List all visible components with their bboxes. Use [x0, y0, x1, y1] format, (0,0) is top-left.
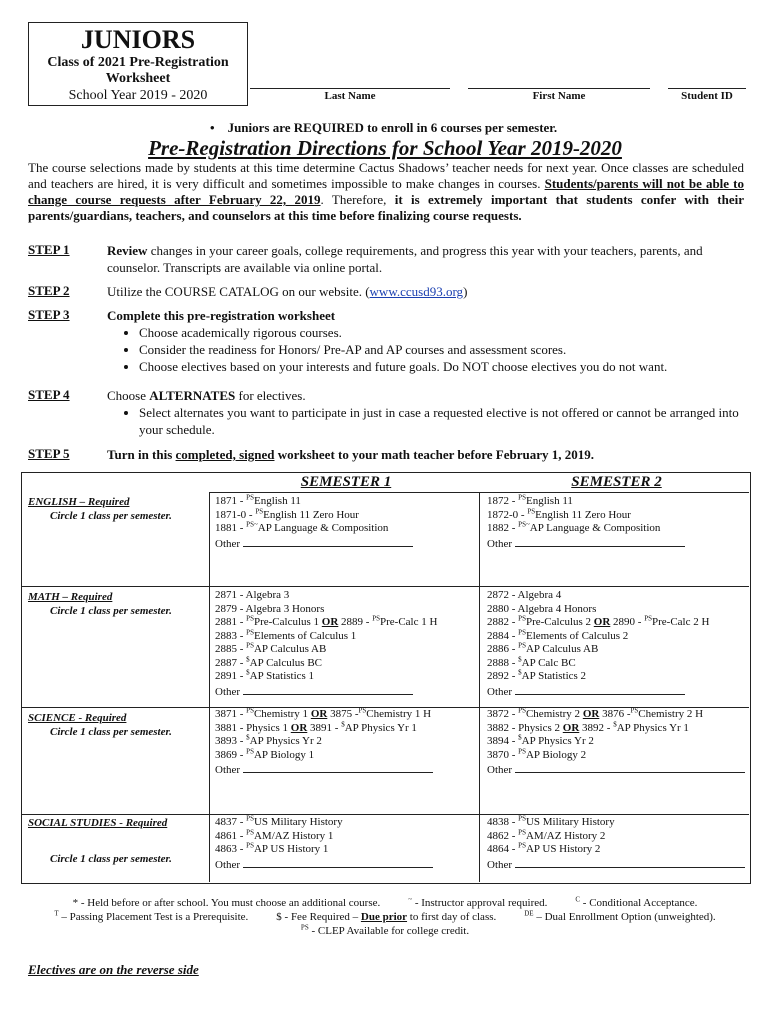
course-option[interactable]: 2881 - $^{PS}$Pre-Calculus 1 OR 2889 - $^{PS}$Pre-Calc 1 H	[215, 614, 438, 628]
math-sem1-courses	[215, 589, 437, 699]
math-sem2-courses	[487, 589, 709, 699]
step-4-bullets	[107, 404, 747, 438]
course-option[interactable]: 2888 - $AP Calc BC	[487, 654, 576, 669]
other-blank-line[interactable]	[515, 857, 745, 868]
subject-instruction: Circle 1 class per semester.	[50, 726, 172, 738]
course-option[interactable]: 2892 - $AP Statistics 2	[487, 668, 587, 682]
required-note: • Juniors are REQUIRED to enroll in 6 courses per semester.	[210, 120, 558, 135]
subject-instruction: Circle 1 class per semester.	[50, 853, 172, 865]
subtitle-line1: Class of 2021 Pre-Registration	[47, 55, 229, 70]
step-3-label: STEP 3	[28, 307, 70, 322]
list-item: • Choose electives based on your interests and future goals. Do NOT choose electives you do not want.	[139, 358, 747, 375]
course-option[interactable]: 2872 - Algebra 4	[487, 589, 562, 601]
step-4-body: Choose ALTERNATES for electives. • Select alternates you want to participate in just in case a requested elective is not offered or cannot be arranged into your schedule.	[107, 387, 747, 438]
subject-instruction: Circle 1 class per semester.	[50, 510, 172, 522]
electives-note: Electives are on the reverse side	[28, 962, 199, 977]
english-sem2-courses	[487, 495, 685, 551]
course-option[interactable]: 4861 - $^{PS}$AM/AZ History 1	[215, 827, 334, 842]
other-blank-line[interactable]	[515, 684, 685, 695]
subject-instruction: Circle 1 class per semester.	[50, 605, 172, 617]
english-sem1-courses	[215, 495, 413, 551]
list-item: • Select alternates you want to participate in just in case a requested elective is not offered or cannot be arranged into your schedule.	[139, 404, 747, 438]
course-option[interactable]: 2887 - $AP Calculus BC	[215, 654, 322, 669]
row-divider	[21, 586, 749, 587]
student-id-label: Student ID	[681, 90, 733, 102]
subject-social	[28, 816, 172, 866]
course-option[interactable]: 2879 - Algebra 3 Honors	[215, 602, 325, 615]
science-sem1-courses	[215, 708, 433, 778]
website-link[interactable]: www.ccusd93.org	[369, 284, 464, 299]
other-blank-line[interactable]	[243, 762, 433, 773]
social-sem2-courses	[487, 816, 745, 872]
course-option[interactable]: 2871 - Algebra 3	[215, 589, 290, 601]
first-name-field[interactable]	[468, 88, 650, 89]
subject-science	[28, 711, 172, 739]
step-1-body: Review changes in your career goals, college requirements, and progress this year with your teachers, parents, and counselor. Transcripts are available via online portal.	[107, 243, 703, 275]
course-option[interactable]: 3894 - $AP Physics Yr 2	[487, 733, 594, 747]
subject-english	[28, 495, 172, 523]
row-divider	[21, 814, 749, 815]
list-item: • Consider the readiness for Honors/ Pre-AP and AP courses and assessment scores.	[139, 341, 747, 358]
semester-2-header: SEMESTER 2	[571, 474, 662, 490]
course-option[interactable]: 3870 - $^{PS}$AP Biology 2	[487, 746, 587, 761]
course-option[interactable]: 1871 - $^{PS}$English 11	[215, 493, 301, 507]
course-option[interactable]: 4862 - $^{PS}$AM/AZ History 2	[487, 827, 606, 842]
page-title: JUNIORS	[80, 25, 196, 54]
other-blank-line[interactable]	[243, 857, 433, 868]
last-name-field[interactable]	[250, 88, 450, 89]
step-3-bullets	[107, 324, 747, 375]
course-option[interactable]: 4864 - $^{PS}$AP US History 2	[487, 841, 601, 855]
step-5-body: Turn in this completed, signed worksheet to your math teacher before February 1, 2019.	[107, 447, 595, 462]
course-option[interactable]: 4838 - $^{PS}$US Military History	[487, 814, 615, 828]
list-item: • Choose academically rigorous courses.	[139, 324, 747, 341]
course-option[interactable]: 4863 - $^{PS}$AP US History 1	[215, 841, 329, 855]
footnote-line-3: $^{PS}$ - CLEP Available for college credit.	[300, 923, 470, 937]
other-blank-line[interactable]	[243, 536, 413, 547]
course-option[interactable]: 1881 - $^{PS\sim}$AP Language & Composition	[215, 520, 389, 534]
course-option[interactable]: 2882 - $^{PS}$Pre-Calculus 2 OR 2890 - $^{PS}$Pre-Calc 2 H	[487, 614, 710, 628]
semester-1-header: SEMESTER 1	[300, 474, 392, 490]
step-4-label: STEP 4	[28, 387, 70, 402]
course-option[interactable]: 2883 - $^{PS}$Elements of Calculus 1	[215, 627, 357, 642]
other-blank-line[interactable]	[243, 684, 413, 695]
student-id-field[interactable]	[668, 88, 746, 89]
other-course-field[interactable]: Other	[487, 857, 745, 873]
subtitle-line2: Worksheet	[105, 71, 171, 86]
course-option[interactable]: 2880 - Algebra 4 Honors	[487, 602, 597, 615]
last-name-label: Last Name	[324, 90, 376, 102]
course-option[interactable]: 1882 - $^{PS\sim}$AP Language & Composition	[487, 520, 661, 534]
other-course-field[interactable]: Other	[215, 762, 433, 778]
other-course-field[interactable]: Other	[487, 762, 745, 778]
first-name-label: First Name	[532, 90, 586, 102]
footnote-line-1: * - Held before or after school. You must choose an additional course. ~ - Instructor approval required. $^C$ - Conditional Acceptance.	[72, 895, 698, 909]
directions-title: Pre-Registration Directions for School Year 2019-2020	[148, 136, 622, 160]
other-course-field[interactable]: Other	[487, 684, 709, 700]
course-option[interactable]: 1871-0 - $^{PS}$English 11 Zero Hour	[215, 506, 359, 521]
course-option[interactable]: 3871 - $^{PS}$Chemistry 1 OR 3875 -$^{PS}$Chemistry 1 H	[215, 706, 432, 720]
course-option[interactable]: 2884 - $^{PS}$Elements of Calculus 2	[487, 627, 629, 642]
course-option[interactable]: 3869 - $^{PS}$AP Biology 1	[215, 746, 315, 761]
header-box	[28, 22, 248, 106]
course-option[interactable]: 3893 - $AP Physics Yr 2	[215, 733, 322, 747]
step-3-body: Complete this pre-registration worksheet • Choose academically rigorous courses. • Consider the readiness for Honors/ Pre-AP and AP courses and assessment scores. • Choose electives based on your interests and future goals. Do NOT choose electives you do not want.	[107, 307, 747, 375]
other-blank-line[interactable]	[515, 762, 745, 773]
step-5-label: STEP 5	[28, 446, 70, 461]
school-year: School Year 2019 - 2020	[68, 88, 208, 103]
subject-name: ENGLISH – Required	[28, 496, 130, 508]
step-2-label: STEP 2	[28, 283, 70, 298]
column-divider	[209, 492, 210, 882]
intro-paragraph: The course selections made by students at this time determine Cactus Shadows’ teacher needs for next year. Once classes are scheduled and teachers are hired, it is very difficult and sometimes impossible to make changes in courses. Students/parents will not be able to change course requests after February 22, 2019. Therefore, it is extremely important that students confer with their parents/guardians, teachers, and counselors at this time before finalizing course requests.	[28, 160, 744, 223]
column-divider	[479, 492, 480, 882]
other-course-field[interactable]: Other	[487, 536, 685, 552]
course-option[interactable]: 3881 - Physics 1 OR 3891 - $AP Physics Yr 1	[215, 719, 417, 734]
subject-name: MATH – Required	[28, 591, 113, 603]
social-sem1-courses	[215, 816, 433, 872]
subject-name: SCIENCE - Required	[28, 712, 127, 724]
other-course-field[interactable]: Other	[215, 536, 413, 552]
course-option[interactable]: 2885 - $^{PS}$AP Calculus AB	[215, 641, 327, 655]
science-sem2-courses	[487, 708, 745, 778]
course-option[interactable]: 2886 - $^{PS}$AP Calculus AB	[487, 641, 599, 655]
step-1-label: STEP 1	[28, 242, 70, 257]
course-option[interactable]: 1872-0 - $^{PS}$English 11 Zero Hour	[487, 506, 631, 521]
course-option[interactable]: 3872 - $^{PS}$Chemistry 2 OR 3876 -$^{PS}$Chemistry 2 H	[487, 706, 704, 720]
subject-name: SOCIAL STUDIES - Required	[28, 817, 168, 829]
footnote-line-2: $^T$ – Passing Placement Test is a Prerequisite. $ - Fee Required – Due prior to first day of class. $^{DE}$ – Dual Enrollment Option (unweighted).	[54, 909, 716, 923]
step-2-body: Utilize the COURSE CATALOG on our website. (www.ccusd93.org)	[107, 284, 468, 299]
course-option[interactable]: 3882 - Physics 2 OR 3892 - $AP Physics Yr 1	[487, 719, 689, 734]
subject-math	[28, 590, 172, 618]
course-option[interactable]: 1872 - $^{PS}$English 11	[487, 493, 573, 507]
course-option[interactable]: 2891 - $AP Statistics 1	[215, 668, 315, 682]
other-course-field[interactable]: Other	[215, 684, 437, 700]
course-option[interactable]: 4837 - $^{PS}$US Military History	[215, 814, 343, 828]
other-blank-line[interactable]	[515, 536, 685, 547]
other-course-field[interactable]: Other	[215, 857, 433, 873]
